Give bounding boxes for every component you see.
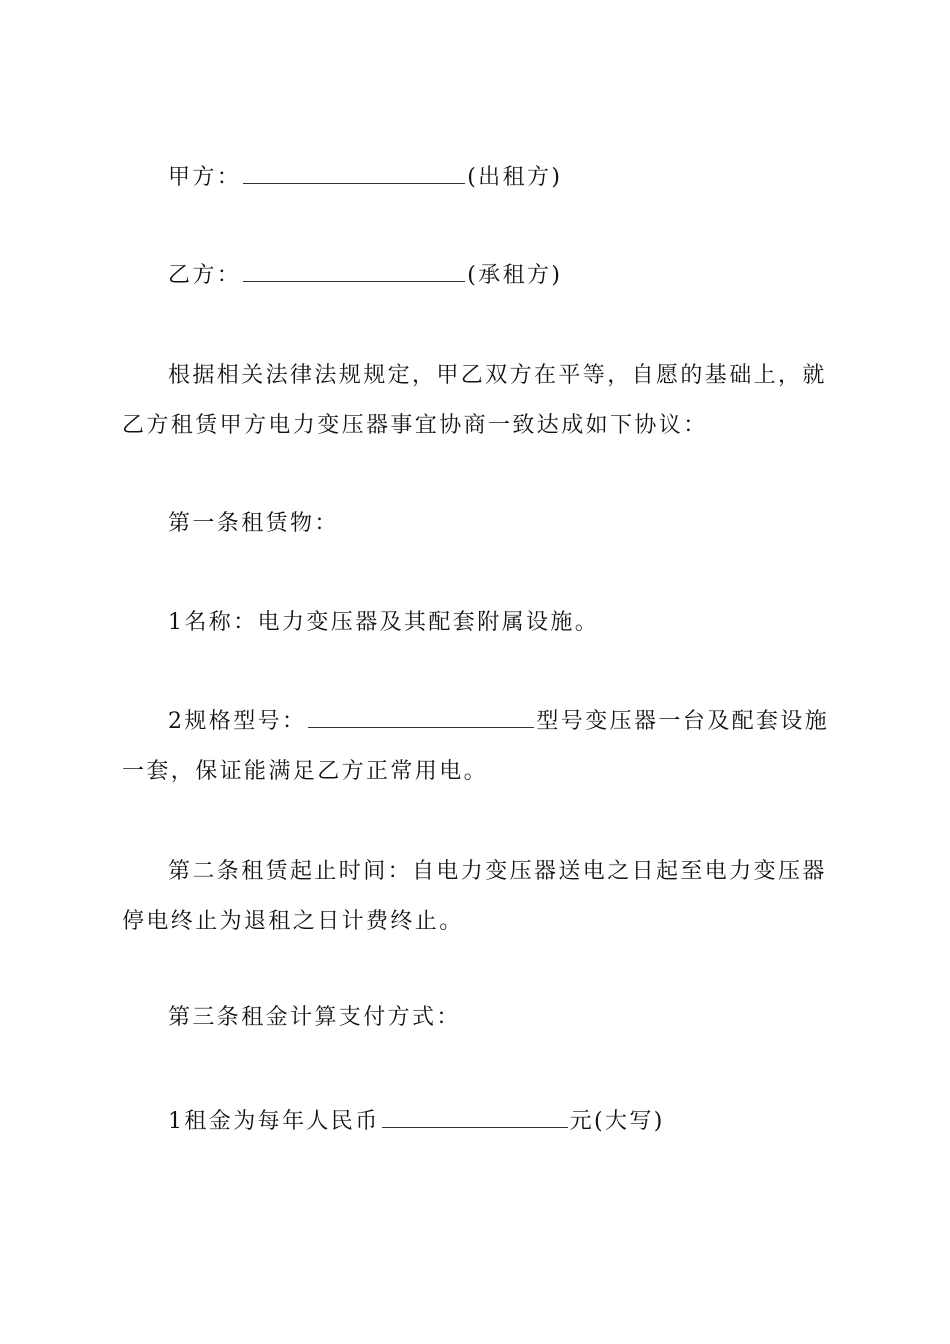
party-a-suffix: (出租方) <box>467 165 563 190</box>
article-2-paragraph: 第二条租赁起止时间：自电力变压器送电之日起至电力变压器停电终止为退租之日计费终止。 <box>122 859 827 934</box>
item-2-suffix: 型号变压器一台及配套设施一套，保证能满足乙方正常用电。 <box>122 709 830 784</box>
party-a-blank <box>243 163 465 184</box>
party-b-label: 乙方： <box>168 263 242 288</box>
rent-prefix: 1租金为每年人民币 <box>168 1109 380 1134</box>
party-b-suffix: (承租方) <box>467 263 563 288</box>
article-3-item-1 <box>122 1097 830 1147</box>
article-1-item-1: 1名称：电力变压器及其配套附属设施。 <box>168 610 600 635</box>
party-b-line <box>122 251 830 301</box>
party-a-line <box>122 153 830 203</box>
article-1-title: 第一条租赁物： <box>168 511 339 536</box>
item-2-prefix: 2规格型号： <box>168 709 307 734</box>
model-blank <box>308 707 534 728</box>
party-b-blank <box>243 261 465 282</box>
party-a-label: 甲方： <box>168 165 242 190</box>
article-3-title: 第三条租金计算支付方式： <box>168 1005 461 1030</box>
rent-amount-blank <box>382 1107 568 1128</box>
article-1-item-2 <box>122 697 830 797</box>
preamble-paragraph: 根据相关法律法规规定，甲乙双方在平等，自愿的基础上，就乙方租赁甲方电力变压器事宜协商一致达成如下协议： <box>122 363 827 438</box>
rent-suffix: 元(大写) <box>569 1109 665 1134</box>
